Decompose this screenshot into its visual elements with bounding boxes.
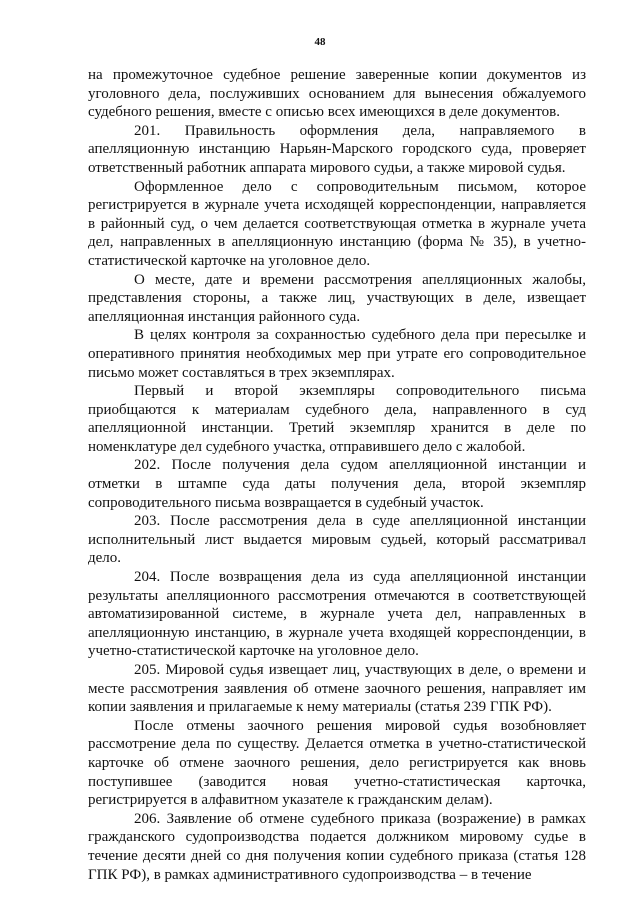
- paragraph-201-cover-letter: Оформленное дело с сопроводительным письмом, которое регистрируется в журнале учета исходящей корреспонденции, направляется в районный суд, о чем делается соответствующая отметка в журнале учета дел, направленных в апелляционную инстанцию (форма № 35), в учетно-статистической карточке на уголовное дело.: [88, 178, 586, 269]
- paragraph-203: 203. После рассмотрения дела в суде апелляционной инстанции исполнительный лист выдается мировым судьей, который рассматривал дело.: [88, 513, 586, 567]
- paragraph-201-copies-attached: Первый и второй экземпляры сопроводительного письма приобщаются к материалам судебного дела, направленного в суд апелляционной инстанции. Третий экземпляр хранится в деле по номенклатуре дел судебного участка, отправившего дело с жалобой.: [88, 383, 586, 455]
- paragraph-201-notification: О месте, дате и времени рассмотрения апелляционных жалобы, представления стороны, а также лиц, участвующих в деле, извещает апелляционная инстанция районного суда.: [88, 271, 586, 325]
- page-number: 48: [314, 36, 326, 48]
- paragraph-205-notice: 205. Мировой судья извещает лиц, участвующих в деле, о времени и месте рассмотрения заявления об отмене заочного решения, направляет им копии заявления и прилагаемые к нему материалы (статья 239 ГПК РФ).: [88, 662, 586, 716]
- paragraph-201-three-copies: В целях контроля за сохранностью судебного дела при пересылке и оперативного принятия необходимых мер при утрате его сопроводительное письмо может составляться в трех экземплярах.: [88, 327, 586, 381]
- paragraph-206: 206. Заявление об отмене судебного приказа (возражение) в рамках гражданского судопроизводства подается должником мировому судье в течение десяти дней со дня получения копии судебного приказа (статья 128 ГПК РФ), в рамках административного судопроизводства – в течение: [88, 810, 586, 883]
- paragraph-204: 204. После возвращения дела из суда апелляционной инстанции результаты апелляционного рассмотрения отмечаются в соответствующей автоматизированной системе, в журнале учета дел, направленных в апелляционную инстанцию, в журнале учета входящей корреспонденции, в учетно-статистической карточке на уголовное дело.: [88, 569, 586, 660]
- paragraph-continuation: на промежуточное судебное решение заверенные копии документов из уголовного дела, послуживших основанием для вынесения обжалуемого судебного решения, вместе с описью всех имеющихся в деле документов.: [88, 67, 586, 121]
- paragraph-205-resumption: После отмены заочного решения мировой судья возобновляет рассмотрение дела по существу. Делается отметка в учетно-статистической карточке об отмене заочного решения, дело регистрируется как вновь поступившее (заводится новая учетно-статистическая карточка, регистрируется в алфавитном указателе к гражданским делам).: [88, 717, 586, 809]
- paragraph-202: 202. После получения дела судом апелляционной инстанции и отметки в штампе суда даты получения дела, второй экземпляр сопроводительного письма возвращается в судебный участок.: [88, 457, 586, 511]
- document-body: [88, 66, 586, 884]
- paragraph-201-verification: 201. Правильность оформления дела, направляемого в апелляционную инстанцию Нарьян-Марского городского суда, проверяет ответственный работник аппарата мирового судьи, а также мировой судья.: [88, 122, 586, 176]
